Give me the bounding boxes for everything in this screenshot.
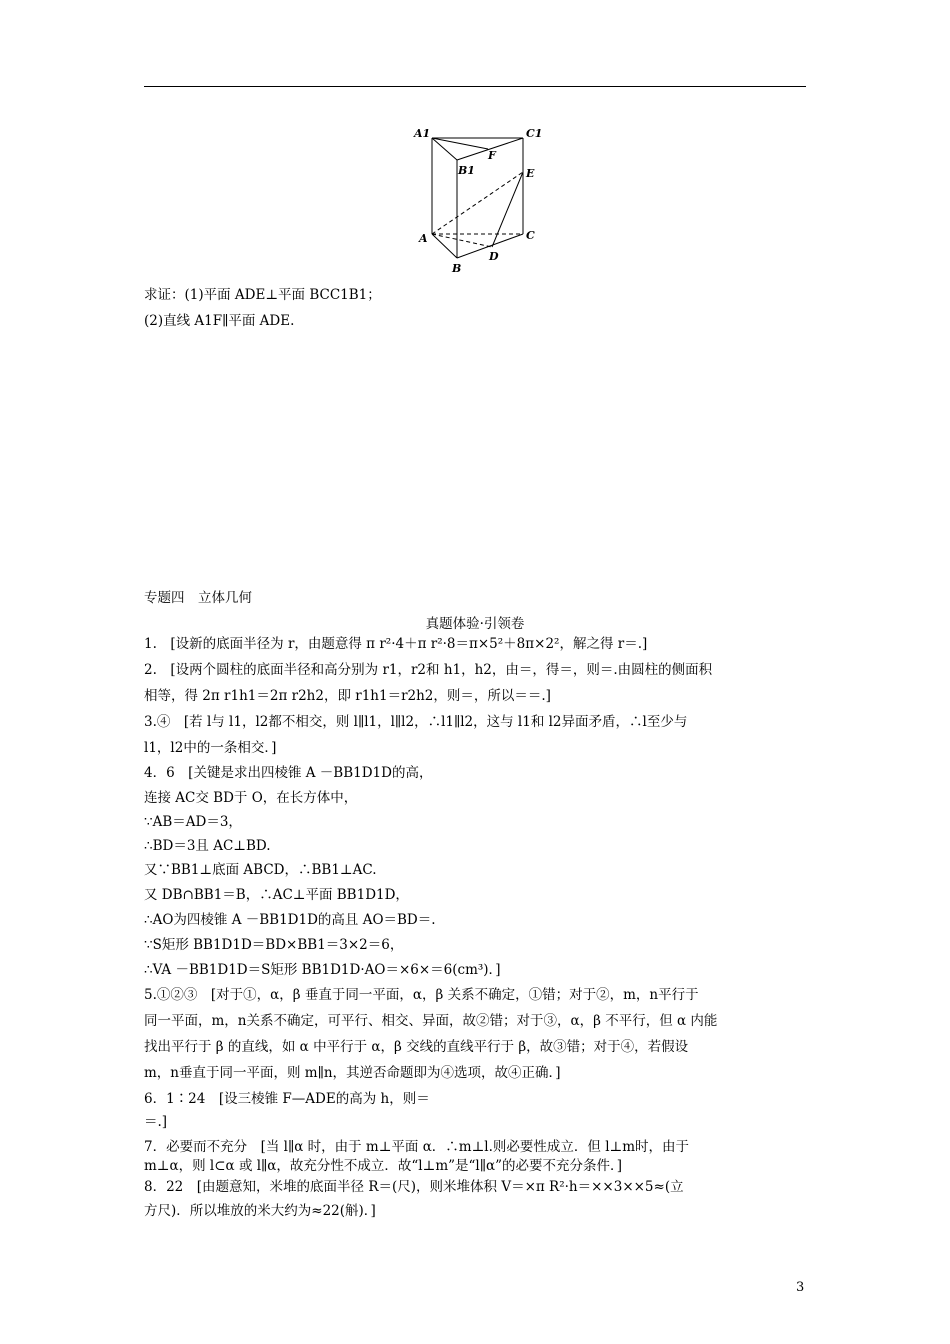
answer-line: 相等，得 2π r1h1＝2π r2h2，即 r1h1＝r2h2，则＝，所以＝＝.]: [144, 688, 551, 704]
answer-line: ∴VA －BB1D1D＝S矩形 BB1D1D·AO＝×6×＝6(cm³)．]: [144, 962, 501, 978]
answer-line: 3.④ [若 l与 l1，l2都不相交，则 l∥l1，l∥l2，∴l1∥l2，这与 l1和 l2异面矛盾，∴l至少与: [144, 714, 688, 730]
answer-line: 8．22 [由题意知，米堆的底面半径 R＝(尺)，则米堆体积 V＝×π R²·h＝××3××5≈(立: [144, 1179, 684, 1195]
prism-figure: [410, 122, 550, 274]
label-f: F: [488, 149, 496, 162]
answer-line: 连接 AC交 BD于 O，在长方体中，: [144, 790, 358, 806]
section-title: 专题四 立体几何: [144, 590, 252, 606]
answer-line: m⊥α，则 l⊂α 或 l∥α，故充分性不成立．故“l⊥m”是“l∥α”的必要不充分条件．]: [144, 1158, 623, 1174]
label-e: E: [526, 167, 535, 180]
answer-line: 7．必要而不充分 [当 l∥α 时，由于 m⊥平面 α．∴m⊥l.则必要性成立．但 l⊥m时，由于: [144, 1139, 690, 1155]
label-a: A: [419, 232, 428, 245]
answer-line: ∴BD＝3且 AC⊥BD.: [144, 838, 271, 854]
prism-diagram: [410, 122, 550, 274]
answer-line: ∵AB＝AD＝3，: [144, 814, 242, 830]
label-b: B: [452, 262, 462, 274]
label-a1: A1: [414, 127, 431, 140]
answer-line: 找出平行于 β 的直线，如 α 中平行于 α，β 交线的直线平行于 β，故③错；对于④，若假设: [144, 1039, 689, 1055]
answer-line: 4．6 [关键是求出四棱锥 A －BB1D1D的高，: [144, 765, 433, 781]
answer-line: 又 DB∩BB1＝B，∴AC⊥平面 BB1D1D，: [144, 887, 409, 903]
answer-line: ∵S矩形 BB1D1D＝BD×BB1＝3×2＝6，: [144, 937, 404, 953]
answer-line: ∴AO为四棱锥 A －BB1D1D的高且 AO＝BD＝.: [144, 912, 436, 928]
answer-line: 5.①②③ [对于①，α，β 垂直于同一平面，α，β 关系不确定，①错；对于②，m，n平行于: [144, 987, 699, 1003]
answer-line: m，n垂直于同一平面，则 m∥n，其逆否命题即为④选项，故④正确．]: [144, 1065, 561, 1081]
label-c: C: [526, 229, 535, 242]
section-subtitle: 真题体验·引领卷: [425, 616, 525, 632]
problem-line-1: 求证：(1)平面 ADE⊥平面 BCC1B1；: [144, 287, 381, 303]
answer-line: 1. [设新的底面半径为 r，由题意得 π r²·4＋π r²·8＝π×5²＋8π×2²，解之得 r＝.]: [144, 636, 648, 652]
answer-line: 方尺)．所以堆放的米大约为≈22(斛)．]: [144, 1203, 376, 1219]
problem-line-2: (2)直线 A1F∥平面 ADE.: [144, 313, 295, 329]
answer-line: l1，l2中的一条相交．]: [144, 740, 277, 756]
page-number: 3: [796, 1280, 805, 1295]
label-c1: C1: [526, 127, 543, 140]
answer-line: 同一平面，m，n关系不确定，可平行、相交、异面，故②错；对于③，α，β 不平行，但 α 内能: [144, 1013, 718, 1029]
answer-line: ＝.]: [144, 1114, 168, 1130]
answer-line: 6．1∶24 [设三棱锥 F—ADE的高为 h，则＝: [144, 1091, 430, 1107]
label-d: D: [489, 250, 499, 263]
answer-line: 2. [设两个圆柱的底面半径和高分别为 r1，r2和 h1，h2，由＝，得＝，则＝.由圆柱的侧面积: [144, 662, 713, 678]
answer-line: 又∵BB1⊥底面 ABCD，∴BB1⊥AC.: [144, 862, 377, 878]
header-rule: [144, 86, 806, 87]
label-b1: B1: [458, 164, 475, 177]
